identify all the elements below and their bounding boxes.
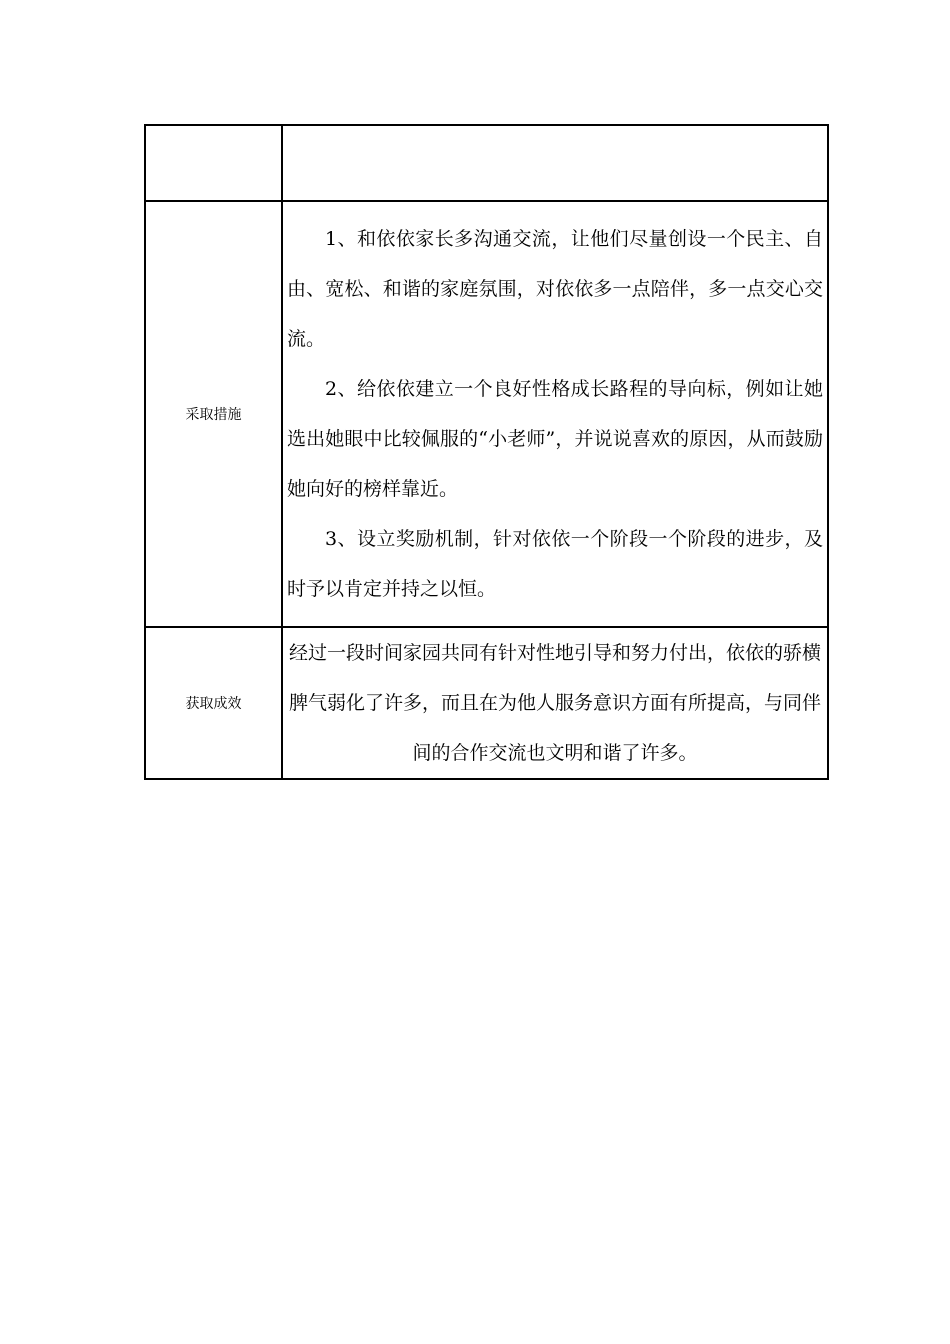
row-content-results: [282, 627, 828, 779]
case-record-table: [144, 124, 829, 780]
measure-paragraph-3: 3、设立奖励机制，针对依依一个阶段一个阶段的进步，及时予以肯定并持之以恒。: [287, 528, 823, 600]
measure-paragraph-1: 1、和依依家长多沟通交流，让他们尽量创设一个民主、自由、宽松、和谐的家庭氛围，对依依多一点陪伴，多一点交心交流。: [287, 228, 823, 350]
table-row-top: [145, 125, 828, 201]
result-paragraph: 经过一段时间家园共同有针对性地引导和努力付出，依依的骄横脾气弱化了许多，而且在为他人服务意识方面有所提高，与同伴间的合作交流也文明和谐了许多。: [288, 642, 821, 764]
row-label-top: [145, 125, 282, 201]
table-row-measures: [145, 201, 828, 627]
row-label-results: 获取成效: [145, 627, 282, 779]
row-content-measures: [282, 201, 828, 627]
row-content-top: [282, 125, 828, 201]
row-label-measures: 采取措施: [145, 201, 282, 627]
measure-paragraph-2: 2、给依依建立一个良好性格成长路程的导向标，例如让她选出她眼中比较佩服的“小老师”，并说说喜欢的原因，从而鼓励她向好的榜样靠近。: [287, 378, 823, 500]
table-row-results: [145, 627, 828, 779]
